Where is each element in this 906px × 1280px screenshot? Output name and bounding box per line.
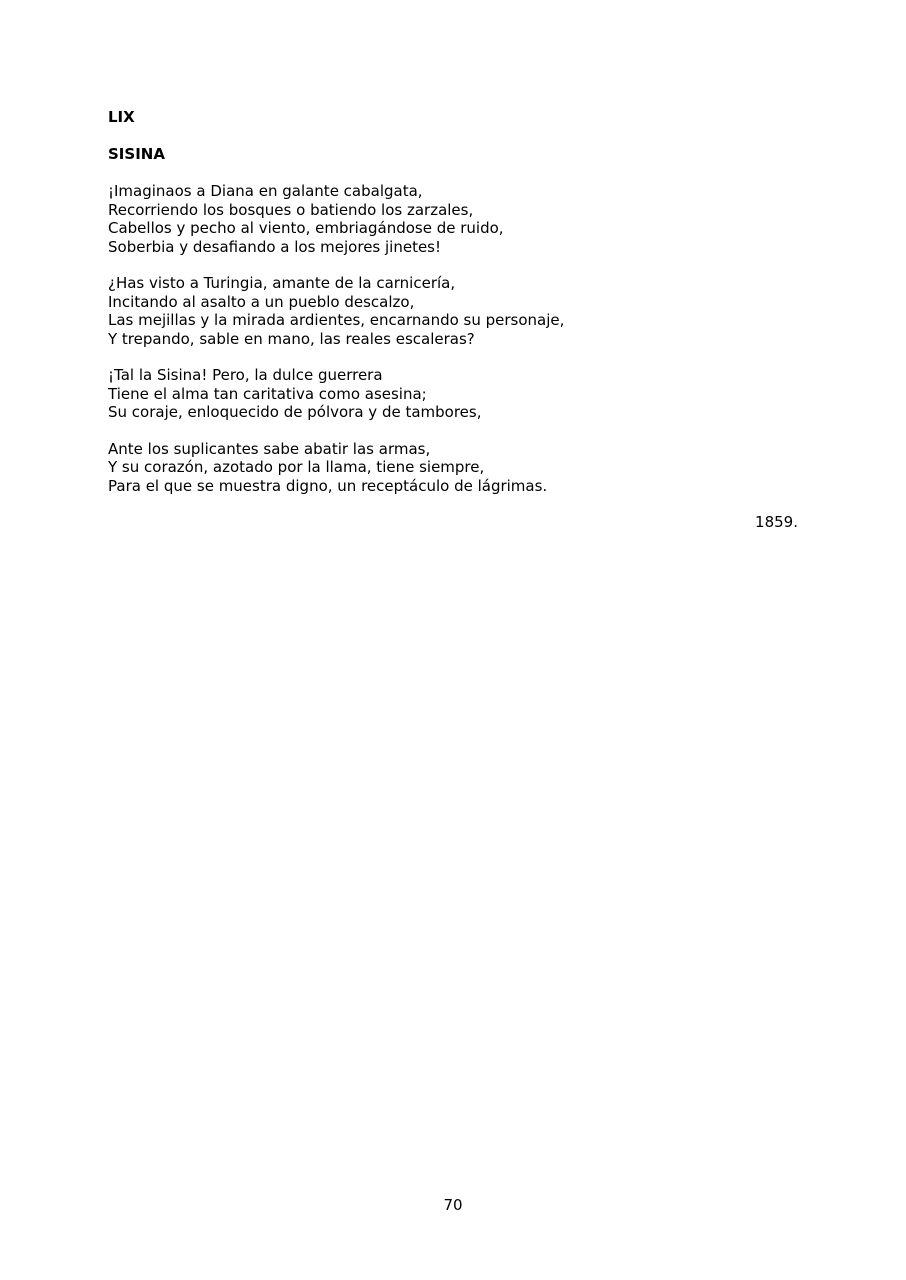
verse-line: Y su corazón, azotado por la llama, tiene siempre, [108,458,485,476]
verse-line: Su coraje, enloquecido de pólvora y de tambores, [108,403,482,421]
stanza [108,182,798,256]
verse-line: ¡Tal la Sisina! Pero, la dulce guerrera [108,366,383,384]
stanza [108,274,798,348]
verse-line: ¡Imaginaos a Diana en galante cabalgata, [108,182,423,200]
verse-line: Tiene el alma tan caritativa como asesina; [108,384,427,403]
verse-line: Para el que se muestra digno, un receptáculo de lágrimas. [108,476,548,495]
verse-line: Recorriendo los bosques o batiendo los zarzales, [108,200,474,219]
stanza [108,440,798,496]
poem-body [108,108,798,532]
poem-numeral: LIX [108,108,135,126]
verse-line: Y trepando, sable en mano, las reales escaleras? [108,329,475,348]
verse-line: Cabellos y pecho al viento, embriagándose de ruido, [108,219,504,237]
verse-line: Soberbia y desafiando a los mejores jinetes! [108,237,442,256]
page-number: 70 [443,1196,463,1214]
verse-line: Las mejillas y la mirada ardientes, encarnando su personaje, [108,311,565,329]
verse-line: Ante los suplicantes sabe abatir las armas, [108,439,431,458]
stanza [108,366,798,422]
verse-line: ¿Has visto a Turingia, amante de la carnicería, [108,274,456,292]
poem-title: SISINA [108,145,165,163]
verse-line: Incitando al asalto a un pueblo descalzo, [108,292,415,311]
poem-date: 1859. [755,513,798,531]
